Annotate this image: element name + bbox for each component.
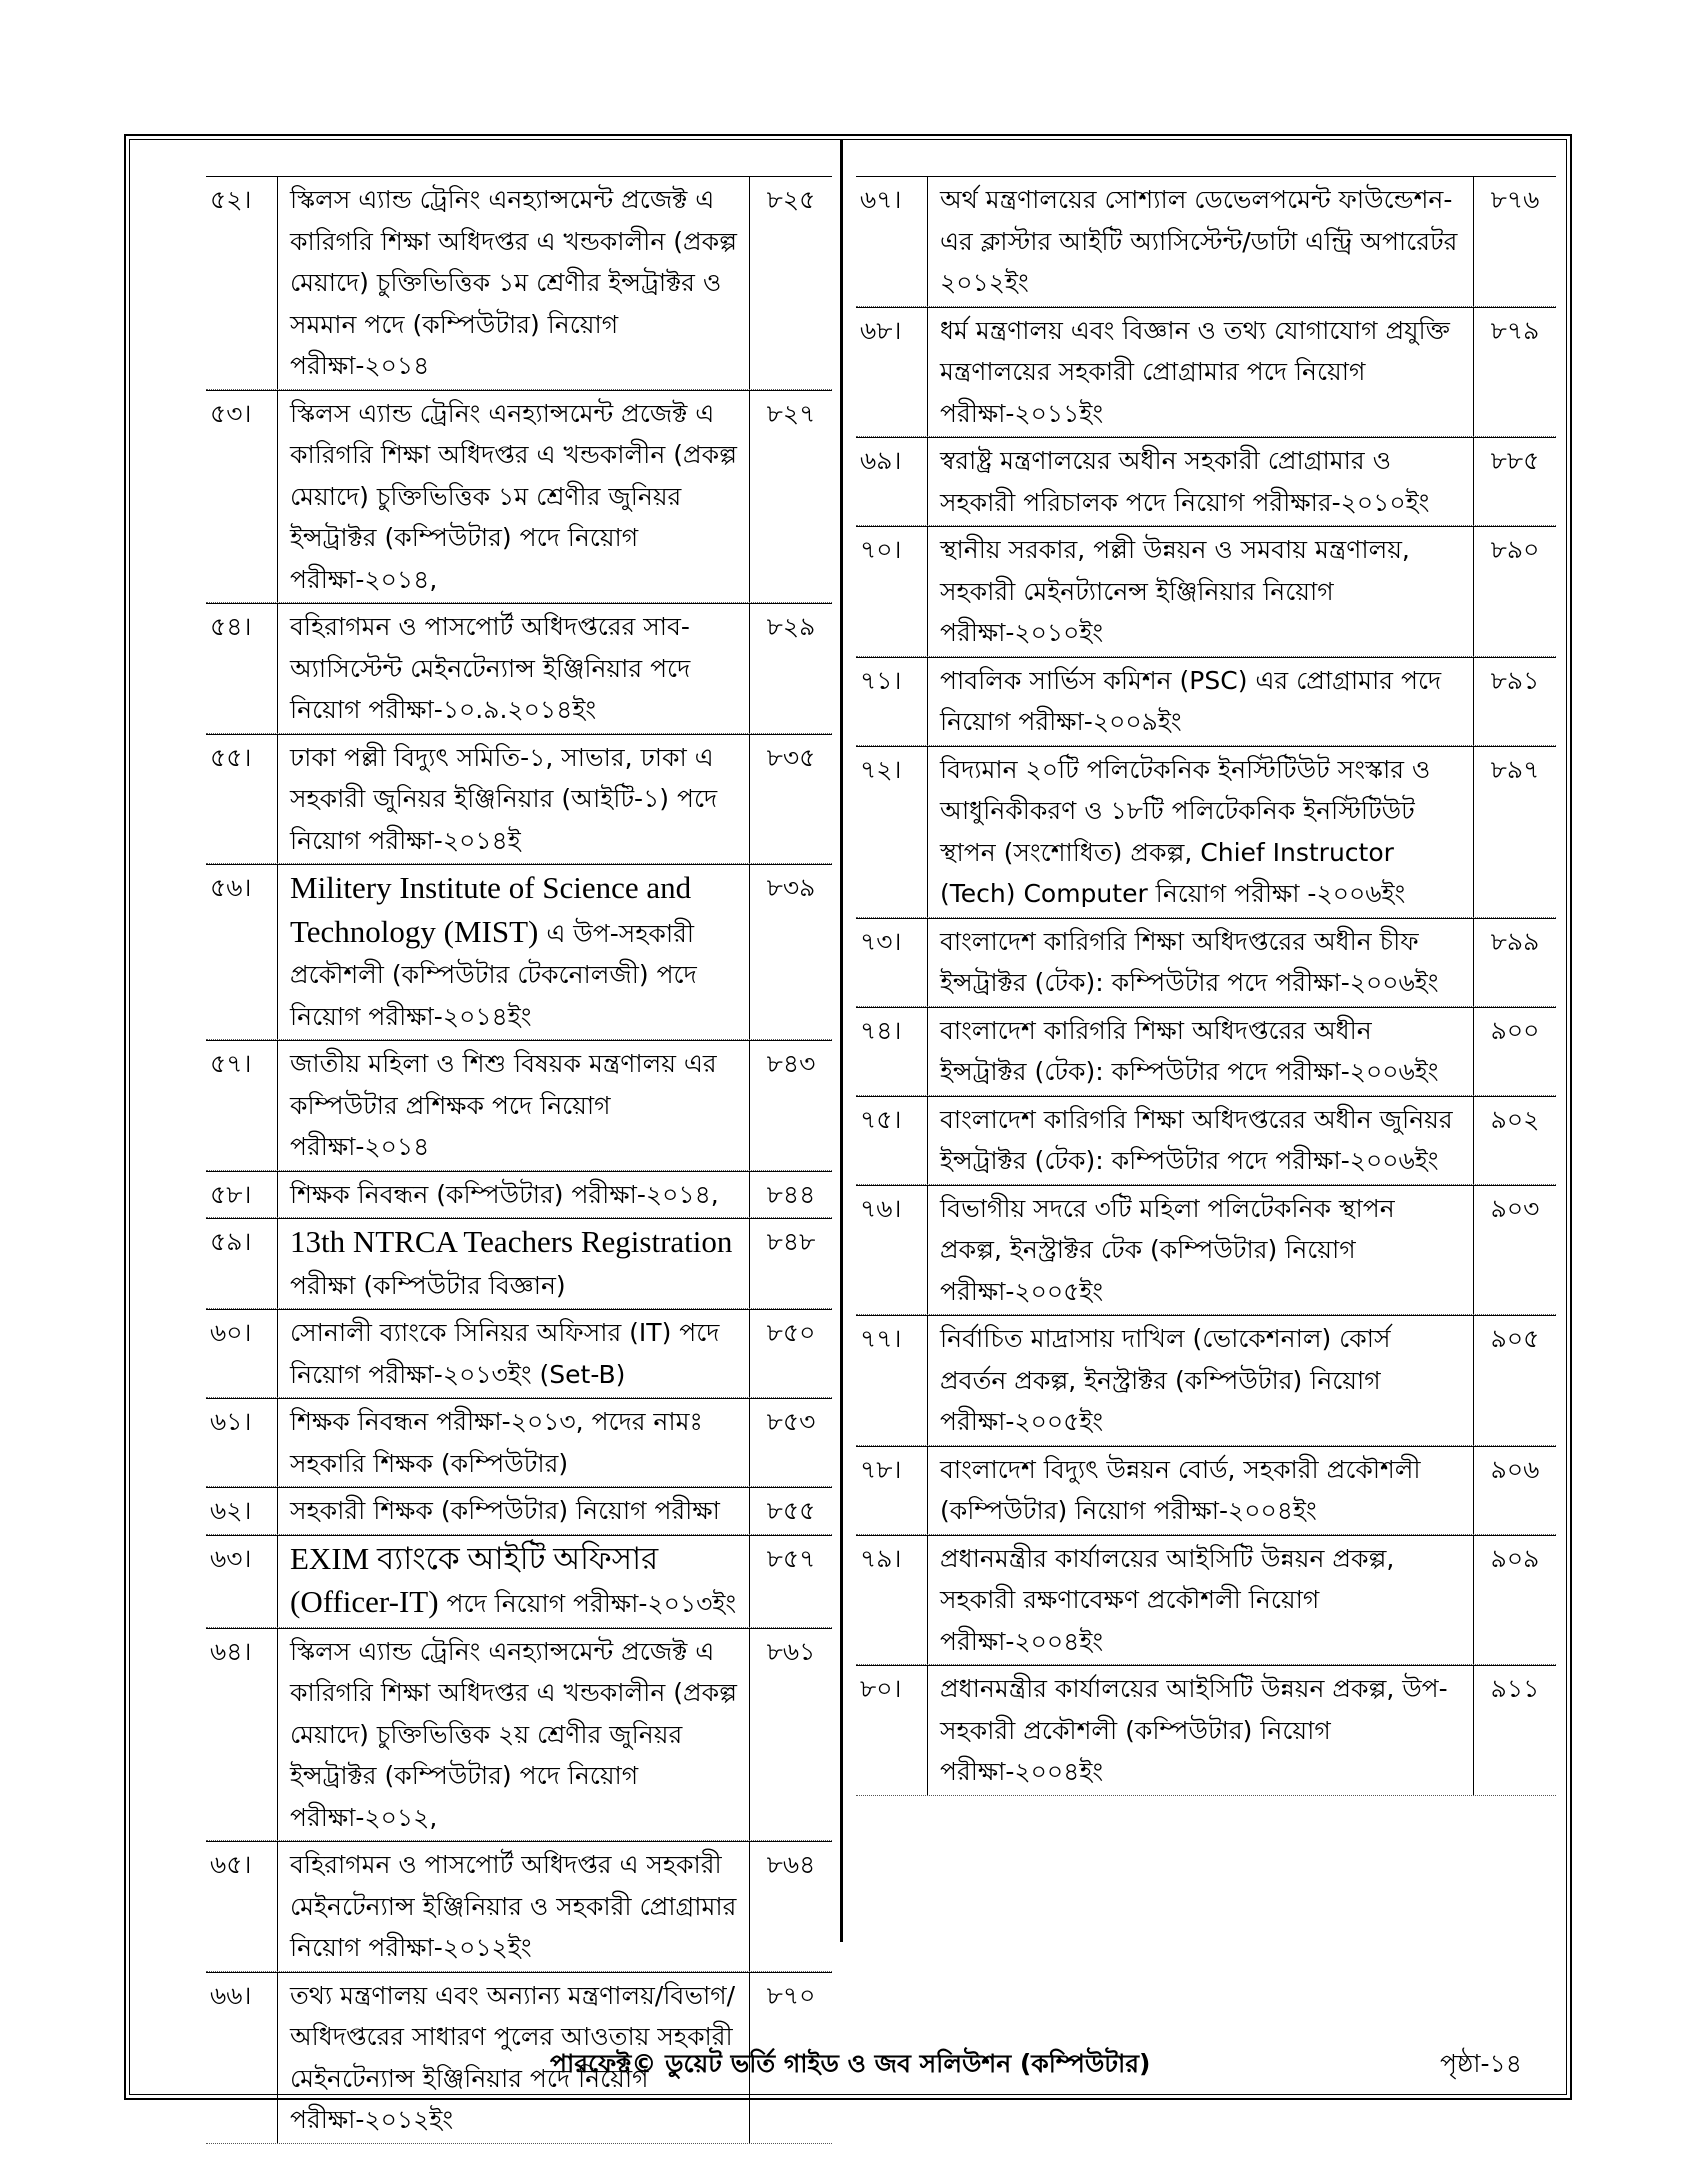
entry-title	[928, 308, 1474, 437]
entry-number: ৫৬।	[206, 865, 278, 1039]
toc-entry	[856, 176, 1556, 307]
toc-entry	[856, 1315, 1556, 1446]
entry-number: ৭০।	[856, 527, 928, 656]
entry-title-text: পরীক্ষা (কম্পিউটার বিজ্ঞান)	[290, 1270, 566, 1300]
entry-title	[278, 1488, 750, 1534]
entry-title-text: স্কিলস এ্যান্ড ট্রেনিং এনহ্যান্সমেন্ট প্রজেক্ট এ কারিগরি শিক্ষা অধিদপ্তর এ খন্ডকালীন (প্রকল্প মেয়াদে) চুক্তিভিত্তিক ১ম শ্রেণীর ইন্সট্রাক্টর ও সমমান পদে (কম্পিউটার) নিয়োগ পরীক্ষা-২০১৪	[290, 185, 737, 380]
footer-book-title: পারফেক্ট© ডুয়েট ভর্তি গাইড ও জব সলিউশন (কম্পিউটার)	[550, 2049, 1151, 2078]
toc-entry	[856, 1185, 1556, 1316]
toc-entry	[856, 307, 1556, 438]
entry-page-number: ৯০২	[1490, 1104, 1540, 1134]
entry-title	[928, 747, 1474, 917]
entry-number: ৬৮।	[856, 308, 928, 437]
toc-entry	[206, 1628, 832, 1842]
entry-title	[278, 391, 750, 603]
entry-title-text: ধর্ম মন্ত্রণালয় এবং বিজ্ঞান ও তথ্য যোগাযোগ প্রযুক্তি মন্ত্রণালয়ের সহকারী প্রোগ্রামার পদে নিয়োগ পরীক্ষা-২০১১ইং	[940, 315, 1450, 428]
entry-number: ৫২।	[206, 177, 278, 389]
toc-entry	[206, 1398, 832, 1487]
entry-title-text: বহিরাগমন ও পাসপোর্ট অধিদপ্তর এ সহকারী মেইনটেন্যান্স ইঞ্জিনিয়ার ও সহকারী প্রোগ্রামার নিয়োগ পরীক্ষা-২০১২ইং	[290, 1850, 737, 1962]
toc-entry	[206, 1040, 832, 1171]
entry-title-text: বাংলাদেশ বিদ্যুৎ উন্নয়ন বোর্ড, সহকারী প্রকৌশলী (কম্পিউটার) নিয়োগ পরীক্ষা-২০০৪ইং	[940, 1454, 1421, 1525]
entry-title-text: অর্থ মন্ত্রণালয়ের সোশ্যাল ডেভেলপমেন্ট ফাউন্ডেশন-এর ক্লাস্টার আইটি অ্যাসিস্টেন্ট/ডাটা এন্ট্রি অপারেটর ২০১২ইং	[940, 185, 1458, 297]
entry-title	[928, 658, 1474, 745]
entry-page-number: ৯১১	[1490, 1674, 1540, 1703]
toc-entry	[856, 1096, 1556, 1185]
entry-page-number: ৮৯৭	[1490, 754, 1540, 784]
entry-page-number: ৮৯০	[1490, 535, 1540, 564]
toc-right-column	[856, 176, 1556, 1796]
entry-title-text: ঢাকা পল্লী বিদ্যুৎ সমিতি-১, সাভার, ঢাকা এ সহকারী জুনিয়র ইঞ্জিনিয়ার (আইটি-১) পদে নিয়োগ পরীক্ষা-২০১৪ই	[290, 742, 718, 855]
entry-title	[928, 1186, 1474, 1315]
entry-title	[928, 1008, 1474, 1095]
entry-number: ৬২।	[206, 1488, 278, 1534]
entry-page-number: ৯০৩	[1490, 1193, 1540, 1223]
entry-page-number: ৯০৫	[1490, 1324, 1540, 1353]
entry-title	[278, 1399, 750, 1486]
toc-entry	[206, 1171, 832, 1219]
entry-page-number: ৮৬৪	[766, 1850, 816, 1879]
entry-number: ৫৭।	[206, 1041, 278, 1170]
entry-title	[278, 1536, 750, 1627]
entry-page-number: ৮৯৯	[1490, 926, 1540, 956]
entry-title-text: বাংলাদেশ কারিগরি শিক্ষা অধিদপ্তরের অধীন চীফ ইন্সট্রাক্টর (টেক): কম্পিউটার পদে পরীক্ষা-২০০৬ইং	[940, 926, 1439, 997]
entry-page-number: ৮৫০	[766, 1318, 816, 1347]
entry-title-latin: Militery Institute of Science and Technology (MIST)	[290, 870, 692, 949]
entry-title	[928, 1097, 1474, 1184]
toc-entry	[206, 603, 832, 734]
entry-title	[928, 919, 1474, 1006]
entry-page-number: ৮৮৫	[1490, 446, 1540, 475]
entry-title-text: সোনালী ব্যাংকে সিনিয়র অফিসার (IT) পদে নিয়োগ পরীক্ষা-২০১৩ইং (Set-B)	[290, 1318, 720, 1389]
entry-page-number: ৮৫৫	[766, 1496, 816, 1525]
entry-number: ৬০।	[206, 1310, 278, 1397]
entry-title-text: স্কিলস এ্যান্ড ট্রেনিং এনহ্যান্সমেন্ট প্রজেক্ট এ কারিগরি শিক্ষা অধিদপ্তর এ খন্ডকালীন (প্রকল্প মেয়াদে) চুক্তিভিত্তিক ১ম শ্রেণীর জুনিয়র ইন্সট্রাক্টর (কম্পিউটার) পদে নিয়োগ পরীক্ষা-২০১৪,	[290, 398, 737, 594]
entry-page-number: ৮৫৭	[766, 1543, 816, 1573]
entry-title-text: বিদ্যমান ২০টি পলিটেকনিক ইনস্টিটিউট সংস্কার ও আধুনিকীকরণ ও ১৮টি পলিটেকনিক ইনস্টিটিউট স্থাপন (সংশোধিত) প্রকল্প, Chief Instructor (Tech) Computer নিয়োগ পরীক্ষা -২০০৬ইং	[940, 754, 1431, 908]
entry-title-text: স্থানীয় সরকার, পল্লী উন্নয়ন ও সমবায় মন্ত্রণালয়, সহকারী মেইনট্যানেন্স ইঞ্জিনিয়ার নিয়োগ পরীক্ষা-২০১০ইং	[940, 535, 1410, 647]
entry-number: ৭৮।	[856, 1447, 928, 1534]
toc-entry	[206, 176, 832, 390]
entry-title	[928, 1666, 1474, 1795]
entry-title-text: শিক্ষক নিবন্ধন পরীক্ষা-২০১৩, পদের নামঃ সহকারি শিক্ষক (কম্পিউটার)	[290, 1407, 703, 1478]
entry-title-text: বিভাগীয় সদরে ৩টি মহিলা পলিটেকনিক স্থাপন প্রকল্প, ইনস্ট্রাক্টর টেক (কম্পিউটার) নিয়োগ পরীক্ষা-২০০৫ইং	[940, 1193, 1395, 1306]
entry-title	[278, 1219, 750, 1308]
entry-page-number: ৯০৯	[1490, 1543, 1540, 1573]
entry-number: ৬৫।	[206, 1842, 278, 1971]
entry-page-number: ৮২৫	[766, 185, 816, 214]
entry-page-number: ৮৬১	[766, 1636, 816, 1666]
toc-entry	[856, 657, 1556, 746]
toc-entry	[206, 1535, 832, 1628]
entry-number: ৭১।	[856, 658, 928, 745]
toc-entry	[856, 526, 1556, 657]
entry-page-number: ৮৪৪	[766, 1179, 816, 1209]
entry-number: ৬৯।	[856, 438, 928, 525]
toc-entry	[206, 1487, 832, 1535]
entry-title-text: পাবলিক সার্ভিস কমিশন (PSC) এর প্রোগ্রামার পদে নিয়োগ পরীক্ষা-২০০৯ইং	[940, 665, 1442, 736]
entry-number: ৫৯।	[206, 1219, 278, 1308]
entry-title-text: প্রধানমন্ত্রীর কার্যালয়ের আইসিটি উন্নয়ন প্রকল্প, উপ-সহকারী প্রকৌশলী (কম্পিউটার) নিয়োগ পরীক্ষা-২০০৪ইং	[940, 1674, 1448, 1786]
entry-title-text: এ উপ-সহকারী প্রকৌশলী (কম্পিউটার টেকনোলজী) পদে নিয়োগ পরীক্ষা-২০১৪ইং	[290, 918, 697, 1031]
entry-title	[928, 527, 1474, 656]
entry-title-text: বাংলাদেশ কারিগরি শিক্ষা অধিদপ্তরের অধীন ইন্সট্রাক্টর (টেক): কম্পিউটার পদে পরীক্ষা-২০০৬ইং	[940, 1015, 1439, 1086]
entry-number: ৭৩।	[856, 919, 928, 1006]
entry-page-number: ৮৪৩	[766, 1049, 816, 1078]
entry-page-number: ৮২৯	[766, 612, 816, 641]
entry-title-latin: 13th NTRCA Teachers Registration	[290, 1224, 733, 1259]
entry-page-number: ৮৯১	[1490, 665, 1540, 695]
entry-title-text: তথ্য মন্ত্রণালয় এবং অন্যান্য মন্ত্রণালয়/বিভাগ/অধিদপ্তরের সাধারণ পুলের আওতায় সহকারী মেইনটেন্যান্স ইঞ্জিনিয়ার পদে নিয়োগ পরীক্ষা-২০১২ইং	[290, 1980, 736, 2134]
entry-title-text: বাংলাদেশ কারিগরি শিক্ষা অধিদপ্তরের অধীন জুনিয়র ইন্সট্রাক্টর (টেক): কম্পিউটার পদে পরীক্ষা-২০০৬ইং	[940, 1104, 1453, 1175]
entry-number: ৬৭।	[856, 177, 928, 306]
entry-number: ৫৪।	[206, 604, 278, 733]
entry-title-text: স্কিলস এ্যান্ড ট্রেনিং এনহ্যান্সমেন্ট প্রজেক্ট এ কারিগরি শিক্ষা অধিদপ্তর এ খন্ডকালীন (প্রকল্প মেয়াদে) চুক্তিভিত্তিক ২য় শ্রেণীর জুনিয়র ইন্সট্রাক্টর (কম্পিউটার) পদে নিয়োগ পরীক্ষা-২০১২,	[290, 1636, 737, 1832]
footer-page-number: পৃষ্ঠা-১৪	[1440, 2049, 1522, 2078]
toc-left-column	[206, 176, 832, 2144]
entry-page-number: ৮২৭	[766, 398, 816, 428]
entry-page-number: ৮৩৫	[766, 742, 816, 772]
entry-title	[928, 1447, 1474, 1534]
entry-number: ৮০।	[856, 1666, 928, 1795]
entry-number: ৭৪।	[856, 1008, 928, 1095]
entry-title-text: সহকারী শিক্ষক (কম্পিউটার) নিয়োগ পরীক্ষা	[290, 1496, 720, 1525]
column-divider	[840, 140, 843, 1942]
entry-title-text: নির্বাচিত মাদ্রাসায় দাখিল (ভোকেশনাল) কোর্স প্রবর্তন প্রকল্প, ইনস্ট্রাক্টর (কম্পিউটার) নিয়োগ পরীক্ষা-২০০৫ইং	[940, 1324, 1391, 1436]
entry-page-number: ৮৪৮	[766, 1227, 816, 1256]
entry-number: ৫৩।	[206, 391, 278, 603]
toc-entry	[856, 1007, 1556, 1096]
entry-number: ৫৮।	[206, 1172, 278, 1218]
entry-title	[278, 865, 750, 1039]
entry-number: ৫৫।	[206, 735, 278, 864]
entry-page-number: ৮৭৬	[1490, 185, 1540, 214]
entry-title-text: প্রধানমন্ত্রীর কার্যালয়ের আইসিটি উন্নয়ন প্রকল্প, সহকারী রক্ষণাবেক্ষণ প্রকৌশলী নিয়োগ পরীক্ষা-২০০৪ইং	[940, 1543, 1395, 1656]
toc-entry	[206, 734, 832, 865]
entry-title	[928, 1536, 1474, 1665]
entry-title	[278, 1041, 750, 1170]
toc-entry	[206, 1841, 832, 1972]
toc-entry	[856, 1535, 1556, 1666]
entry-title-text: স্বরাষ্ট্র মন্ত্রণালয়ের অধীন সহকারী প্রোগ্রামার ও সহকারী পরিচালক পদে নিয়োগ পরীক্ষার-২০১০ইং	[940, 446, 1430, 517]
entry-title	[278, 1842, 750, 1971]
toc-entry	[206, 864, 832, 1040]
entry-title	[928, 177, 1474, 306]
toc-entry	[856, 746, 1556, 918]
entry-number: ৬১।	[206, 1399, 278, 1486]
entry-number: ৭৭।	[856, 1316, 928, 1445]
entry-number: ৭৯।	[856, 1536, 928, 1665]
entry-page-number: ৮৩৯	[766, 873, 816, 902]
entry-page-number: ৯০৬	[1490, 1454, 1540, 1484]
entry-page-number: ৮৫৩	[766, 1407, 816, 1436]
toc-entry	[856, 437, 1556, 526]
entry-title-text: শিক্ষক নিবন্ধন (কম্পিউটার) পরীক্ষা-২০১৪,	[290, 1179, 719, 1209]
toc-entry	[856, 918, 1556, 1007]
entry-title	[278, 1629, 750, 1841]
entry-title	[928, 438, 1474, 525]
entry-page-number: ৮৭০	[766, 1980, 816, 2010]
entry-title-latin: EXIM ব্যাংকে আইটি অফিসার (Officer-IT)	[290, 1540, 659, 1619]
entry-title	[278, 735, 750, 864]
entry-number: ৭৫।	[856, 1097, 928, 1184]
entry-number: ৬৩।	[206, 1536, 278, 1627]
toc-entry	[206, 1309, 832, 1398]
entry-number: ৬৪।	[206, 1629, 278, 1841]
entry-page-number: ৮৭৯	[1490, 315, 1540, 345]
entry-number: ৬৬।	[206, 1973, 278, 2143]
entry-title	[278, 604, 750, 733]
entry-title-text: বহিরাগমন ও পাসপোর্ট অধিদপ্তরের সাব-অ্যাসিস্টেন্ট মেইনটেন্যান্স ইঞ্জিনিয়ার পদে নিয়োগ পরীক্ষা-১০.৯.২০১৪ইং	[290, 612, 691, 724]
toc-entry	[206, 1218, 832, 1309]
entry-number: ৭২।	[856, 747, 928, 917]
entry-title-text: পদে নিয়োগ পরীক্ষা-২০১৩ইং	[446, 1589, 737, 1618]
entry-page-number: ৯০০	[1490, 1015, 1540, 1045]
entry-title	[278, 177, 750, 389]
toc-entry	[206, 390, 832, 604]
entry-number: ৭৬।	[856, 1186, 928, 1315]
entry-title-text: জাতীয় মহিলা ও শিশু বিষয়ক মন্ত্রণালয় এর কম্পিউটার প্রশিক্ষক পদে নিয়োগ পরীক্ষা-২০১৪	[290, 1049, 717, 1161]
toc-entry	[856, 1665, 1556, 1796]
entry-title	[278, 1310, 750, 1397]
entry-title	[278, 1172, 750, 1218]
entry-title	[928, 1316, 1474, 1445]
toc-entry	[856, 1446, 1556, 1535]
